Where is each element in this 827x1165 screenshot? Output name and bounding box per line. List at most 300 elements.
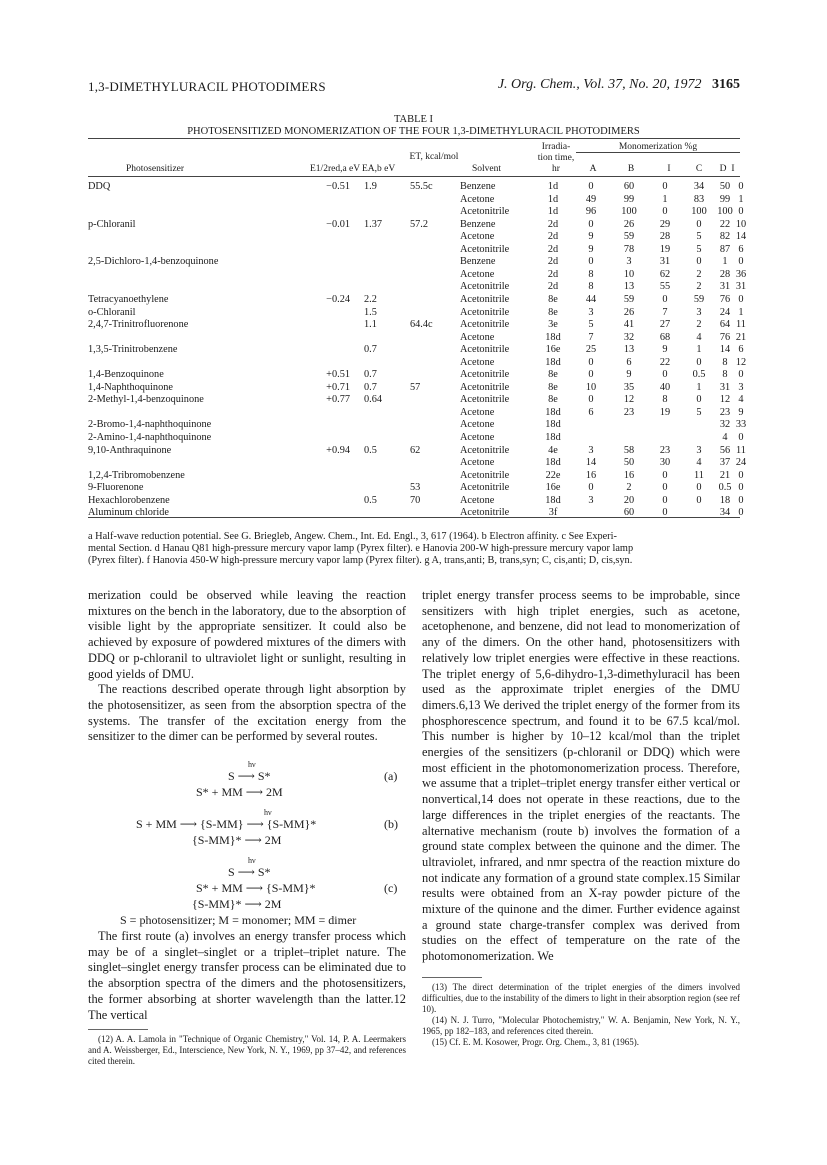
- cell-c: 3: [696, 444, 702, 456]
- footnote-line: mental Section. d Hanau Q81 high-pressure mercury vapor lamp (Pyrex filter). e Hanovia 200-W high-pressure mercury vapor lamp: [88, 543, 634, 554]
- cell-c: 4: [696, 331, 702, 343]
- cell-b: 60: [623, 181, 635, 192]
- equation-hv: hν: [248, 856, 256, 866]
- cell-a: 7: [588, 331, 594, 343]
- cell-i1: 0: [662, 469, 668, 481]
- footnote-rule: [88, 1029, 148, 1030]
- cell-i2: 4: [738, 394, 744, 406]
- cell-solvent: Benzene: [460, 256, 496, 268]
- table-row: [88, 457, 747, 469]
- cell-i1: 40: [659, 381, 671, 393]
- cell-ea: 0.7: [364, 381, 377, 393]
- cell-solvent: Acetone: [460, 356, 495, 368]
- cell-ea: 0.64: [364, 394, 383, 406]
- cell-i2: 1: [738, 306, 744, 318]
- table-top-rule: [88, 138, 740, 139]
- cell-i2: 0: [738, 293, 744, 305]
- cell-sensitizer: 2-Bromo-1,4-naphthoquinone: [88, 419, 212, 431]
- cell-i1: 31: [659, 256, 671, 268]
- table-row: [88, 394, 744, 406]
- cell-i2: 3: [738, 381, 744, 393]
- table-row: [88, 293, 744, 306]
- cell-a: 0: [588, 181, 594, 192]
- cell-i1: 8: [662, 394, 668, 406]
- journal-ref: J. Org. Chem., Vol. 37, No. 20, 1972: [497, 77, 702, 92]
- cell-i2: 14: [735, 231, 747, 243]
- cell-d: 28: [719, 268, 731, 280]
- cell-irr-time: 8e: [548, 381, 558, 393]
- cell-c: 0.5: [692, 369, 706, 381]
- col-header-et: ET, kcal/mol: [409, 152, 459, 162]
- col-header-solvent: Solvent: [472, 164, 502, 174]
- cell-sensitizer: Tetracyanoethylene: [88, 293, 169, 305]
- right-column: [422, 588, 740, 1048]
- col-header-irr-time: Irradia- tion time, hr: [537, 142, 575, 174]
- cell-irr-time: 18d: [545, 432, 561, 443]
- table-row: [88, 181, 744, 193]
- cell-d: 1: [722, 256, 728, 268]
- cell-sensitizer: o-Chloranil: [88, 306, 136, 318]
- cell-a: 16: [585, 469, 597, 481]
- equation-c2: S* + MM ⟶ {S-MM}* (c): [196, 881, 398, 896]
- table-row: [88, 268, 747, 281]
- cell-i2: 11: [736, 444, 746, 456]
- cell-i1: 27: [659, 319, 671, 331]
- cell-b: 13: [623, 281, 635, 293]
- cell-solvent: Acetonitrile: [460, 369, 510, 381]
- cell-et: 55.5c: [410, 181, 433, 192]
- cell-c: 0: [696, 218, 702, 230]
- cell-i2: 0: [738, 432, 744, 443]
- table-header-row: [88, 142, 740, 178]
- cell-b: 2: [626, 482, 632, 494]
- cell-sensitizer: 2,5-Dichloro-1,4-benzoquinone: [88, 256, 219, 268]
- cell-b: 12: [623, 394, 635, 406]
- cell-a: 3: [588, 444, 594, 456]
- cell-a: 0: [588, 356, 594, 368]
- table-row: [88, 256, 744, 268]
- cell-irr-time: 18d: [545, 457, 561, 469]
- footnote-13: (13) The direct determination of the triplet energies of the dimers involved difficulties, due to the instability of the dimers to light in their absorption region (see ref 10).: [422, 981, 740, 1014]
- footnote-15: (15) Cf. E. M. Kosower, Progr. Org. Chem., 3, 81 (1965).: [432, 1036, 639, 1047]
- col-header-monomerization: Monomerization %g: [576, 142, 740, 153]
- cell-solvent: Acetonitrile: [460, 344, 510, 356]
- cell-irr-time: 1d: [547, 181, 559, 192]
- cell-c: 0: [696, 482, 702, 494]
- cell-c: 2: [696, 281, 702, 293]
- cell-sensitizer: 1,2,4-Tribromobenzene: [88, 469, 185, 481]
- cell-b: 59: [623, 231, 635, 243]
- cell-d: 76: [719, 331, 731, 343]
- cell-ea: 1.5: [364, 306, 377, 318]
- table-bottom-rule: [88, 517, 740, 518]
- cell-d: 0.5: [718, 482, 732, 494]
- cell-d: 37: [719, 457, 731, 469]
- cell-a: 9: [588, 231, 594, 243]
- cell-solvent: Acetone: [460, 331, 495, 343]
- cell-i2: 36: [735, 268, 747, 280]
- cell-i1: 1: [662, 193, 668, 205]
- cell-b: 59: [623, 293, 635, 305]
- col-header-d: D: [719, 164, 727, 174]
- cell-i2: 12: [735, 356, 747, 368]
- cell-c: 2: [696, 268, 702, 280]
- cell-i2: 0: [738, 507, 744, 519]
- cell-a: 6: [588, 406, 594, 418]
- cell-d: 100: [717, 206, 733, 218]
- cell-d: 56: [719, 444, 731, 456]
- table-title: PHOTOSENSITIZED MONOMERIZATION OF THE FOUR 1,3-DIMETHYLURACIL PHOTODIMERS: [187, 126, 640, 137]
- cell-i2: 0: [738, 494, 744, 506]
- cell-d: 64: [719, 319, 731, 331]
- cell-b: 3: [626, 256, 632, 268]
- cell-ea: 0.7: [364, 369, 377, 381]
- cell-et: 57.2: [410, 218, 429, 230]
- cell-a: 0: [588, 394, 594, 406]
- cell-i2: 6: [738, 344, 744, 356]
- cell-b: 16: [623, 469, 635, 481]
- table-header-rule: [88, 176, 740, 178]
- cell-d: 8: [722, 369, 728, 381]
- cell-i1: 19: [659, 243, 671, 255]
- cell-ered: +0.71: [326, 381, 350, 393]
- cell-b: 6: [626, 356, 632, 368]
- cell-irr-time: 2d: [547, 281, 559, 293]
- cell-d: 4: [722, 432, 728, 443]
- cell-a: 0: [588, 218, 594, 230]
- cell-irr-time: 8e: [548, 369, 558, 381]
- cell-i2: 31: [735, 281, 747, 293]
- cell-i2: 24: [735, 457, 747, 469]
- cell-c: 0: [696, 494, 702, 506]
- cell-d: 76: [719, 293, 731, 305]
- cell-d: 8: [722, 356, 728, 368]
- cell-solvent: Acetonitrile: [460, 482, 510, 494]
- table-row: [88, 369, 744, 381]
- cell-i1: 0: [662, 507, 668, 519]
- table-row: [88, 432, 744, 444]
- cell-irr-time: 3e: [548, 319, 558, 331]
- cell-c: 3: [696, 306, 702, 318]
- body-paragraph: The first route (a) involves an energy transfer process which may be of a singlet–singlet or a triplet–triplet nature. The singlet–singlet energy transfer process can be eliminated due to the absorption spectra of the dimers and the photosensitizers, the former absorbing at shorter wavelength than the latter.12 The vertical: [88, 929, 406, 1022]
- cell-i2: 11: [736, 319, 746, 331]
- cell-i1: 7: [662, 306, 668, 318]
- cell-i2: 0: [738, 206, 744, 218]
- cell-c: 0: [696, 394, 702, 406]
- table-label: TABLE I: [393, 114, 434, 125]
- footnote-12: (12) A. A. Lamola in "Technique of Organic Chemistry," Vol. 14, P. A. Leermakers and A. Weissberger, Ed., Interscience, New York, N. Y., 1969, pp 37–42, and references cited therein.: [88, 1034, 406, 1067]
- cell-ea: 1.9: [364, 181, 377, 192]
- cell-solvent: Acetonitrile: [460, 243, 510, 255]
- cell-irr-time: 8e: [548, 394, 558, 406]
- cell-a: 25: [585, 344, 597, 356]
- equation-c1: S ⟶ S*: [228, 865, 271, 880]
- cell-i2: 1: [738, 193, 744, 205]
- cell-b: 78: [623, 243, 635, 255]
- cell-irr-time: 2d: [547, 231, 559, 243]
- cell-solvent: Acetonitrile: [460, 381, 510, 393]
- cell-ea: 1.1: [364, 319, 377, 331]
- cell-solvent: Acetone: [460, 419, 495, 431]
- cell-sensitizer: 2-Amino-1,4-naphthoquinone: [88, 432, 212, 443]
- table-row: [88, 469, 744, 482]
- cell-i1: 29: [659, 218, 671, 230]
- cell-b: 26: [623, 306, 635, 318]
- cell-et: 53: [410, 482, 421, 494]
- cell-solvent: Acetone: [460, 193, 495, 205]
- cell-ered: +0.94: [326, 444, 350, 456]
- cell-c: 1: [696, 381, 702, 393]
- cell-d: 34: [719, 507, 731, 519]
- cell-i2: 0: [738, 256, 744, 268]
- cell-i1: 55: [659, 281, 671, 293]
- table-row: [88, 406, 744, 419]
- cell-solvent: Acetone: [460, 457, 495, 469]
- cell-irr-time: 4e: [548, 444, 558, 456]
- cell-i2: 0: [738, 369, 744, 381]
- cell-c: 5: [696, 231, 702, 243]
- cell-solvent: Acetonitrile: [460, 507, 510, 519]
- cell-irr-time: 18d: [545, 331, 561, 343]
- cell-irr-time: 8e: [548, 306, 558, 318]
- table-row: [88, 331, 747, 344]
- cell-solvent: Acetonitrile: [460, 293, 510, 305]
- cell-sensitizer: DDQ: [88, 181, 111, 192]
- col-header-i1: I: [667, 164, 671, 174]
- table-row: [88, 419, 747, 431]
- cell-solvent: Benzene: [460, 218, 496, 230]
- cell-i1: 0: [662, 482, 668, 494]
- cell-a: 14: [585, 457, 597, 469]
- cell-a: 0: [588, 482, 594, 494]
- footnote-14: (14) N. J. Turro, "Molecular Photochemistry," W. A. Benjamin, New York, N. Y., 1965, pp 182–183, and references cited therein.: [422, 1014, 740, 1036]
- body-paragraph: triplet energy transfer process seems to be improbable, since sensitizers with high triplet energies, such as acetone, acetophenone, and benzene, did not lead to monomerization of any of the dimers. On the other hand, photosensitizers with relatively low triplet energies were effective in these reactions. The triplet energy of 5,6-dihydro-1,3-dimethyluracil has been used as the approximate triplet energies of the DMU dimers.6,13 We derived the triplet energy of the former from its phosphorescence spectrum, and found it to be 67.5 kcal/mol. This number is higher by 10–12 kcal/mol than the triplet energies of the sensitizers (p-chloranil or DDQ) which were most efficient in the photomonomerization process. Therefore, we assume that a triplet–triplet energy transfer either vertical or nonvertical,14 does not operate in these reactions, due to the large differences in the triplet energies of the reactants. The alternative mechanism (route b) involves the formation of a ground state complex between the quinone and the dimer. The ultraviolet, infrared, and nmr spectra of the reaction mixture do not indicate any formation of a ground state complex.15 Similar results were obtained from an X-ray powder picture of the mixture of the quinone and the dimer. Further evidence against a ground state charge-transfer complex was derived from studies on the effect of temperature on the rate of the photomonomerization. We: [422, 588, 740, 964]
- equation-hv: hν: [248, 760, 256, 770]
- cell-ea: 1.37: [364, 218, 383, 230]
- cell-b: 60: [623, 507, 635, 519]
- col-header-ea: EA,b eV: [362, 164, 396, 174]
- page-number: 3165: [712, 77, 740, 92]
- cell-solvent: Acetonitrile: [460, 281, 510, 293]
- body-paragraph: merization could be observed while leaving the reaction mixtures on the bench in the laboratory, due to the absorption of visible light by the appropriate sensitizer. It could also be achieved by exposure of powdered mixtures of the dimers with DDQ or p-chloranil to ultraviolet light or sunlight, resulting in good yields of DMU.: [88, 588, 406, 681]
- cell-irr-time: 1d: [547, 193, 559, 205]
- cell-a: 0: [588, 369, 594, 381]
- cell-b: 35: [623, 381, 635, 393]
- left-column: [88, 588, 406, 1067]
- table-row: [88, 482, 744, 494]
- cell-d: 18: [719, 494, 731, 506]
- cell-a: 10: [585, 381, 597, 393]
- cell-b: 100: [621, 206, 637, 218]
- cell-irr-time: 18d: [545, 419, 561, 431]
- cell-c: 59: [693, 293, 705, 305]
- cell-c: 34: [693, 181, 705, 192]
- table-row: [88, 494, 744, 507]
- cell-i2: 0: [738, 181, 744, 192]
- journal-citation: [498, 77, 740, 93]
- cell-i2: 0: [738, 469, 744, 481]
- table-row: [88, 381, 744, 394]
- cell-b: 58: [623, 444, 635, 456]
- cell-solvent: Acetone: [460, 494, 495, 506]
- table-row: [88, 281, 747, 293]
- cell-c: 100: [691, 206, 707, 218]
- table-row: [88, 218, 747, 231]
- cell-i1: 0: [662, 293, 668, 305]
- cell-ea: 2.2: [364, 293, 377, 305]
- cell-et: 62: [410, 444, 421, 456]
- cell-irr-time: 2d: [547, 268, 559, 280]
- cell-solvent: Acetone: [460, 406, 495, 418]
- table-row: [88, 193, 744, 206]
- cell-b: 9: [626, 369, 632, 381]
- running-title: 1,3-DIMETHYLURACIL PHOTODIMERS: [88, 79, 326, 94]
- cell-sensitizer: 1,4-Benzoquinone: [88, 369, 164, 381]
- cell-b: 32: [623, 331, 635, 343]
- cell-et: 57: [410, 381, 421, 393]
- cell-solvent: Acetonitrile: [460, 306, 510, 318]
- cell-i2: 21: [735, 331, 747, 343]
- equation-legend: S = photosensitizer; M = monomer; MM = dimer: [120, 913, 357, 928]
- cell-ered: +0.77: [326, 394, 350, 406]
- cell-a: 8: [588, 281, 594, 293]
- cell-b: 10: [623, 268, 635, 280]
- cell-ered: −0.24: [326, 293, 350, 305]
- cell-d: 22: [719, 218, 731, 230]
- cell-sensitizer: p-Chloranil: [88, 218, 136, 230]
- cell-a: 9: [588, 243, 594, 255]
- cell-i1: 62: [659, 268, 671, 280]
- footnote-line: a Half-wave reduction potential. See G. Briegleb, Angew. Chem., Int. Ed. Engl., 3, 617 (1964). b Electron affinity. c See Experi-: [88, 531, 617, 542]
- col-header-i2: I: [731, 164, 735, 174]
- cell-et: 64.4c: [410, 319, 433, 331]
- cell-d: 50: [719, 181, 731, 192]
- cell-irr-time: 2d: [547, 218, 559, 230]
- table-row: [88, 444, 746, 457]
- cell-c: 0: [696, 256, 702, 268]
- footnote-line: (Pyrex filter). f Hanovia 450-W high-pressure mercury vapor lamp (Pyrex filter). g A, trans,anti; B, trans,syn; C, cis,anti; D, cis,syn.: [88, 555, 633, 566]
- cell-a: 44: [585, 293, 597, 305]
- cell-i1: 68: [659, 331, 671, 343]
- col-header-c: C: [695, 164, 703, 174]
- cell-b: 99: [623, 193, 635, 205]
- cell-i1: 0: [662, 206, 668, 218]
- cell-b: 13: [623, 344, 635, 356]
- equation-a1: S ⟶ S* (a): [228, 769, 398, 784]
- cell-b: 26: [623, 218, 635, 230]
- cell-a: 49: [585, 193, 597, 205]
- cell-c: 2: [696, 319, 702, 331]
- cell-ea: 0.5: [364, 444, 377, 456]
- cell-d: 82: [719, 231, 731, 243]
- cell-i2: 9: [738, 406, 744, 418]
- cell-i1: 23: [659, 444, 671, 456]
- body-paragraph: The reactions described operate through light absorption by the photosensitizer, as seen from the absorption spectra of the systems. The transfer of the excitation energy from the sensitizer to the dimer can be performed by several routes.: [88, 682, 406, 744]
- cell-sensitizer: 9,10-Anthraquinone: [88, 444, 172, 456]
- cell-a: 96: [585, 206, 597, 218]
- cell-c: 11: [694, 469, 704, 481]
- cell-solvent: Acetonitrile: [460, 444, 510, 456]
- cell-i1: 9: [662, 344, 668, 356]
- cell-b: 23: [623, 406, 635, 418]
- cell-b: 50: [623, 457, 635, 469]
- cell-c: 5: [696, 243, 702, 255]
- cell-a: 8: [588, 268, 594, 280]
- cell-i1: 28: [659, 231, 671, 243]
- cell-b: 20: [623, 494, 635, 506]
- cell-solvent: Acetone: [460, 231, 495, 243]
- cell-irr-time: 16e: [545, 344, 561, 356]
- table-row: [88, 231, 747, 243]
- table-row: [88, 306, 744, 319]
- cell-sensitizer: Hexachlorobenzene: [88, 494, 170, 506]
- cell-c: 1: [696, 344, 702, 356]
- cell-sensitizer: 2,4,7-Trinitrofluorenone: [88, 319, 189, 331]
- cell-d: 99: [719, 193, 731, 205]
- equation-hv: hν: [264, 808, 272, 818]
- col-header-b: B: [627, 164, 635, 174]
- cell-i1: 0: [662, 494, 668, 506]
- table-footnotes: [88, 531, 740, 567]
- equation-a2: S* + MM ⟶ 2M: [196, 785, 283, 800]
- equation-b2: {S-MM}* ⟶ 2M: [192, 833, 282, 848]
- cell-b: 41: [623, 319, 635, 331]
- cell-i2: 6: [738, 243, 744, 255]
- cell-irr-time: 18d: [545, 406, 561, 418]
- equation-b1: S + MM ⟶ {S-MM} ⟶ {S-MM}* (b): [136, 817, 398, 832]
- cell-sensitizer: 2-Methyl-1,4-benzoquinone: [88, 394, 204, 406]
- cell-i1: 30: [659, 457, 671, 469]
- cell-i2: 10: [735, 218, 747, 230]
- cell-d: 23: [719, 406, 731, 418]
- table-row: [88, 206, 744, 218]
- cell-sensitizer: Aluminum chloride: [88, 507, 169, 519]
- cell-d: 14: [719, 344, 731, 356]
- cell-d: 87: [719, 243, 731, 255]
- col-header-a: A: [589, 164, 597, 174]
- cell-d: 31: [719, 281, 731, 293]
- cell-ered: +0.51: [326, 369, 350, 381]
- cell-a: 3: [588, 306, 594, 318]
- cell-d: 12: [719, 394, 731, 406]
- cell-solvent: Acetonitrile: [460, 394, 510, 406]
- cell-irr-time: 18d: [545, 494, 561, 506]
- table-row: [88, 356, 747, 369]
- cell-i2: 33: [735, 419, 747, 431]
- cell-c: 4: [696, 457, 702, 469]
- cell-irr-time: 8e: [548, 293, 558, 305]
- footnote-rule: [422, 977, 482, 978]
- cell-irr-time: 2d: [547, 243, 559, 255]
- cell-irr-time: 22e: [545, 469, 561, 481]
- cell-irr-time: 3f: [548, 507, 558, 519]
- cell-sensitizer: 9-Fluorenone: [88, 482, 144, 494]
- cell-solvent: Acetonitrile: [460, 206, 510, 218]
- cell-i1: 0: [662, 369, 668, 381]
- cell-ea: 0.7: [364, 344, 377, 356]
- cell-solvent: Benzene: [460, 181, 496, 192]
- table-row: [88, 319, 746, 331]
- cell-irr-time: 16e: [545, 482, 561, 494]
- equation-c3: {S-MM}* ⟶ 2M: [192, 897, 282, 912]
- cell-d: 32: [719, 419, 731, 431]
- cell-i1: 22: [659, 356, 671, 368]
- cell-a: 0: [588, 256, 594, 268]
- cell-solvent: Acetone: [460, 268, 495, 280]
- cell-d: 24: [719, 306, 731, 318]
- cell-irr-time: 18d: [545, 356, 561, 368]
- cell-c: 83: [693, 193, 705, 205]
